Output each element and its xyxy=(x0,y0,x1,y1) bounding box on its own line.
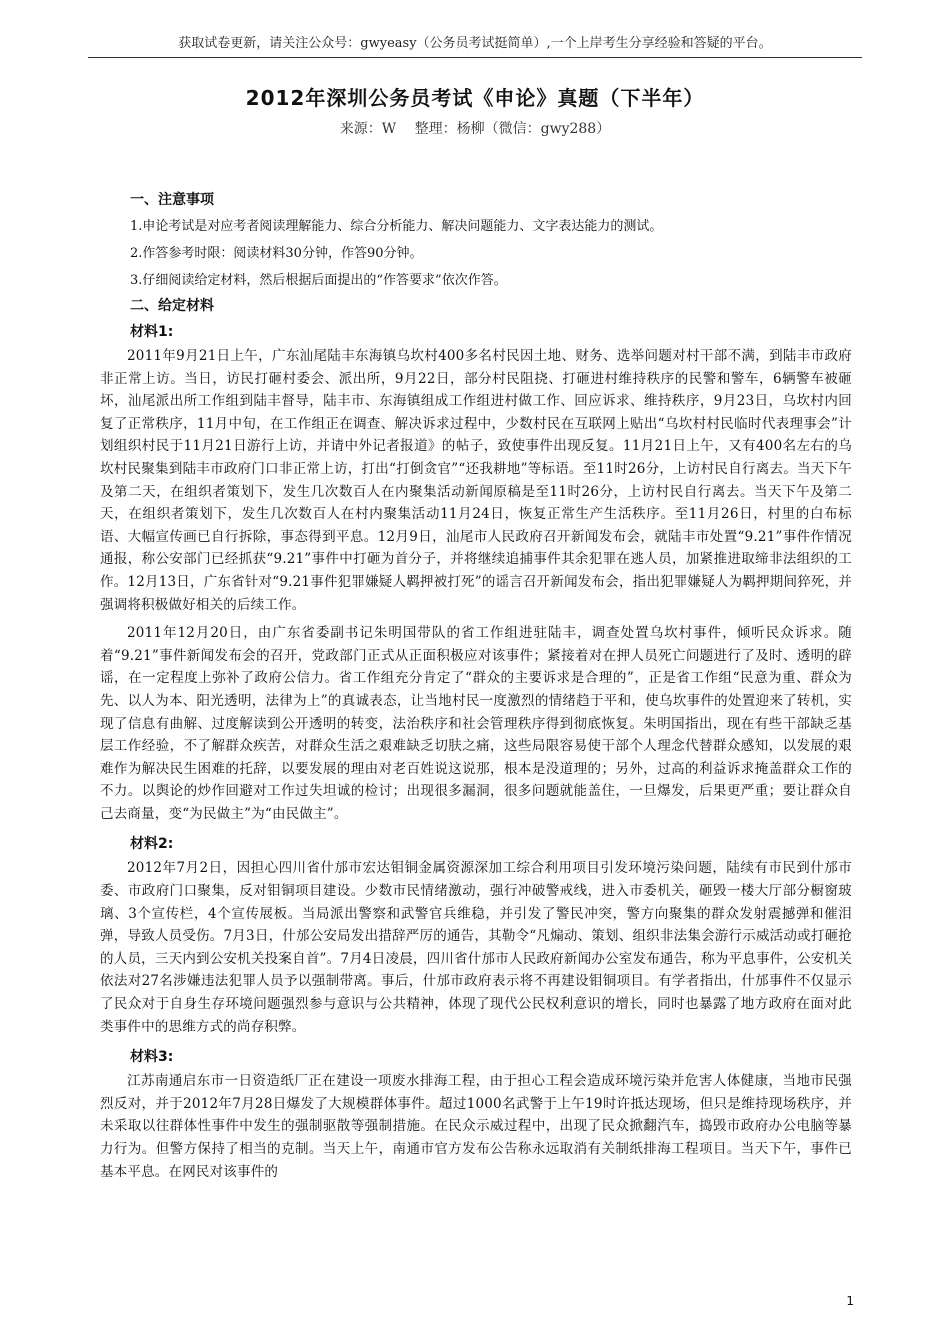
material-paragraph: 江苏南通启东市一日资造纸厂正在建设一项废水排海工程，由于担心工程会造成环境污染并危害人体健康，当地市民强烈反对，并于2012年7月28日爆发了大规模群体事件。超过1000名武警于上午19时许抵达现场，但只是维持现场秩序，并未采取以往群体性事件中发生的强制驱散等强制措施。在民众示威过程中，出现了民众掀翻汽车，捣毁市政府办公电脑等暴力行为。但警方保持了相当的克制。当天上午，南通市官方发布公告称永远取消有关制纸排海工程项目。当天下午，事件已基本平息。在网民对该事件的 xyxy=(100,1073,852,1180)
material-label: 材料3: xyxy=(130,1049,174,1066)
source-line: 来源：W 整理：杨柳（微信：gwy288） xyxy=(339,121,611,137)
note-item: 3.仔细阅读给定材料，然后根据后面提出的“作答要求”依次作答。 xyxy=(130,273,507,288)
document-body xyxy=(100,188,852,1189)
material-paragraph: 2011年9月21日上午，广东汕尾陆丰东海镇乌坎村400多名村民因土地、财务、选举问题对村干部不满，到陆丰市政府非正常上访。当日，访民打砸村委会、派出所，9月22日，部分村民阻挠、打砸进村维持秩序的民警和警车，6辆警车被砸坏，汕尾派出所工作组到陆丰督导，陆丰市、东海镇组成工作组进村做工作、回应诉求、维持秩序，9月23日，乌坎村内回复了正常秩序，11月中旬，在工作组正在调查、解决诉求过程中，少数村民在互联网上贴出“乌坎村村民临时代表理事会”计划组织村民于11月21日游行上访，并请中外记者报道》的帖子，致使事件出现反复。11月21日上午，又有400名左右的乌坎村民聚集到陆丰市政府门口非正常上访，打出“打倒贪官”“还我耕地”等标语。至11时26分，上访村民自行离去。当天下午及第二天，在组织者策划下，发生几次数百人在内聚集活动新闻原稿是至11时26分，上访村民自行离去。当天下午及第二天，在组织者策划下，发生几次数百人在村内聚集活动11月24日，恢复正常生产生活秩序。至11月26日，村里的白布标语、大幅宣传画已自行拆除，事态得到平息。12月9日，汕尾市人民政府召开新闻发布会，就陆丰市处置“9.21”事件作情况通报，称公安部门已经抓获“9.21”事件中打砸为首分子，并将继续追捕事件其余犯罪在逃人员，加紧推进取缔非法组织的工作。12月13日，广东省针对“9.21事件犯罪嫌疑人羁押被打死”的谣言召开新闻发布会，指出犯罪嫌疑人为羁押期间猝死，并强调将积极做好相关的后续工作。 xyxy=(100,348,852,613)
document-title: 2012年深圳公务员考试《申论》真题（下半年） xyxy=(245,86,705,110)
material-paragraph: 2011年12月20日，由广东省委副书记朱明国带队的省工作组进驻陆丰，调查处置乌坎村事件，倾听民众诉求。随着“9.21”事件新闻发布会的召开，党政部门正式从正面积极应对该事件；紧接着对在押人员死亡问题进行了及时、透明的辟谣，在一定程度上弥补了政府公信力。省工作组充分肯定了“群众的主要诉求是合理的”，正是省工作组“民意为重、群众为先、以人为本、阳光透明，法律为上”的真诚表态，让当地村民一度激烈的情绪趋于平和，使乌坎事件的处置迎来了转机，实现了信息有曲解、过度解读到公开透明的转变，法治秩序和社会管理秩序得到彻底恢复。朱明国指出，现在有些干部缺乏基层工作经验，不了解群众疾苦，对群众生活之艰难缺乏切肤之痛，这些局限容易使干部个人理念代替群众感知，以发展的艰难作为解决民生困难的托辞，以要发展的理由对老百姓说这说那，根本是没道理的；另外，过高的利益诉求掩盖群众工作的不力。以舆论的炒作回避对工作过失坦诚的检讨；出现很多漏洞，很多问题就能盖住，一旦爆发，后果更严重；要让群众自己去商量，变“为民做主”为“由民做主”。 xyxy=(100,625,852,822)
material-label: 材料1: xyxy=(130,324,174,340)
section-heading-materials: 二、给定材料 xyxy=(130,298,214,314)
page-number: 1 xyxy=(846,1294,854,1308)
material-label: 材料2: xyxy=(130,836,174,853)
note-item: 2.作答参考时限：阅读材料30分钟，作答90分钟。 xyxy=(130,246,423,261)
material-paragraph: 2012年7月2日，因担心四川省什邡市宏达钼铜金属资源深加工综合利用项目引发环境污染问题，陆续有市民到什邡市委、市政府门口聚集，反对钼铜项目建设。少数市民情绪激动，强行冲破警戒线，进入市委机关，砸毁一楼大厅部分橱窗玻璃、3个宣传栏，4个宣传展板。当局派出警察和武警官兵维稳，并引发了警民冲突，警方向聚集的群众发射震撼弹和催泪弹，导致人员受伤。7月3日，什邡公安局发出措辞严厉的通告，其勒令“凡煽动、策划、组织非法集会游行示威活动或打砸抢的人员，三天内到公安机关投案自首”。7月4日凌晨，四川省什邡市人民政府新闻办公室发布通告，称为平息事件，公安机关依法对27名涉嫌违法犯罪人员予以强制带离。事后，什邡市政府表示将不再建设钼铜项目。有学者指出，什邡事件不仅显示了民众对于自身生存环境问题强烈参与意识与公共精神，体现了现代公民权利意识的增长，同时也暴露了地方政府在面对此类事件中的思维方式的尚存积弊。 xyxy=(100,860,852,1035)
page-header: 获取试卷更新，请关注公众号：gwyeasy（公务员考试挺简单）,一个上岸考生分享经验和答疑的平台。 xyxy=(88,32,862,58)
section-heading-notes: 一、注意事项 xyxy=(130,192,214,208)
note-item: 1.申论考试是对应考者阅读理解能力、综合分析能力、解决问题能力、文字表达能力的测试。 xyxy=(130,219,663,234)
